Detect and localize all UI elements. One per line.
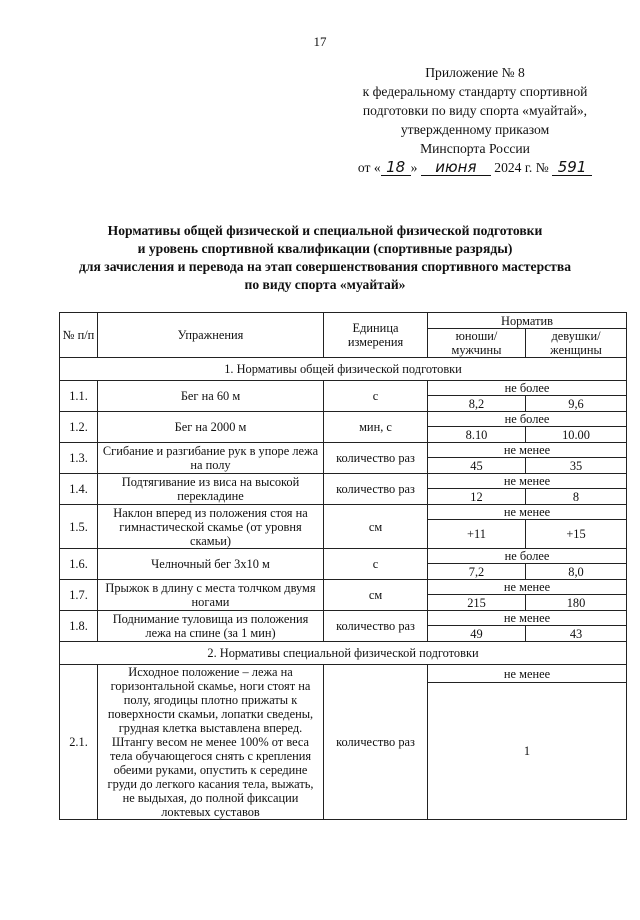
row-unit: с — [324, 549, 428, 580]
row-female-value: 43 — [526, 626, 627, 642]
section-title: 2. Нормативы специальной физической подготовки — [60, 642, 627, 665]
order-date-line — [330, 158, 620, 177]
row-num: 2.1. — [60, 665, 98, 820]
row-condition: не менее — [428, 505, 627, 520]
date-prefix: от « — [357, 160, 381, 175]
row-exercise: Бег на 2000 м — [98, 412, 324, 443]
row-unit: см — [324, 580, 428, 611]
document-title — [40, 222, 610, 294]
row-num: 1.5. — [60, 505, 98, 549]
header-male: юноши/ мужчины — [428, 329, 526, 358]
order-year: 2024 г. № — [494, 160, 549, 175]
row-male-value: 49 — [428, 626, 526, 642]
row-female-value: +15 — [526, 520, 627, 549]
appendix-line: утвержденному приказом — [400, 122, 550, 137]
row-condition: не менее — [428, 611, 627, 626]
norms-table — [59, 312, 627, 820]
row-male-value: 7,2 — [428, 564, 526, 580]
row-unit: количество раз — [324, 665, 428, 820]
row-condition: не более — [428, 381, 627, 396]
row-female-value: 10.00 — [526, 427, 627, 443]
section-title: 1. Нормативы общей физической подготовки — [60, 358, 627, 381]
row-male-value: 45 — [428, 458, 526, 474]
row-condition: не менее — [428, 474, 627, 489]
row-exercise: Прыжок в длину с места толчком двумя ногами — [98, 580, 324, 611]
page-number: 17 — [313, 34, 327, 49]
header-female: девушки/ женщины — [526, 329, 627, 358]
header-num: № п/п — [60, 313, 98, 358]
row-condition: не менее — [428, 580, 627, 595]
appendix-line: подготовки по виду спорта «муайтай», — [362, 103, 588, 118]
row-male-value: 8,2 — [428, 396, 526, 412]
row-unit: количество раз — [324, 474, 428, 505]
row-num: 1.1. — [60, 381, 98, 412]
row-num: 1.4. — [60, 474, 98, 505]
row-exercise: Подтягивание из виса на высокой перекладине — [98, 474, 324, 505]
appendix-line: Приложение № 8 — [425, 65, 525, 80]
row-unit: количество раз — [324, 443, 428, 474]
title-line: по виду спорта «муайтай» — [244, 277, 406, 292]
row-unit: мин, с — [324, 412, 428, 443]
row-exercise: Поднимание туловища из положения лежа на спине (за 1 мин) — [98, 611, 324, 642]
row-num: 1.7. — [60, 580, 98, 611]
appendix-line: к федеральному стандарту спортивной — [362, 84, 588, 99]
order-month: июня — [421, 160, 491, 176]
appendix-line: Минспорта России — [420, 141, 530, 156]
order-number: 591 — [552, 160, 592, 176]
row-num: 1.8. — [60, 611, 98, 642]
row-exercise: Исходное положение – лежа на горизонтальной скамье, ноги стоят на полу, ягодицы плотно прижаты к поверхности скамьи, лопатки сведены, грудная клетка выставлена вперед. Штангу весом не менее 100% от веса тела обучающегося снять с крепления обеими руками, опустить к середине груди до легкого касания тела, выжать, не выдыхая, до полной фиксации локтевых суставов — [98, 665, 324, 820]
row-condition: не более — [428, 549, 627, 564]
title-line: и уровень спортивной квалификации (спортивные разряды) — [137, 241, 513, 256]
row-num: 1.6. — [60, 549, 98, 580]
header-unit: Единица измерения — [324, 313, 428, 358]
row-exercise: Челночный бег 3x10 м — [98, 549, 324, 580]
row-male-value: 215 — [428, 595, 526, 611]
row-condition: не менее — [428, 443, 627, 458]
row-condition: не менее — [428, 665, 627, 683]
row-value: 1 — [428, 683, 627, 820]
row-unit: см — [324, 505, 428, 549]
row-female-value: 8 — [526, 489, 627, 505]
title-line: для зачисления и перевода на этап совершенствования спортивного мастерства — [78, 259, 571, 274]
row-unit: количество раз — [324, 611, 428, 642]
row-exercise: Бег на 60 м — [98, 381, 324, 412]
appendix-header — [330, 63, 620, 177]
title-line: Нормативы общей физической и специальной физической подготовки — [107, 223, 543, 238]
header-exercise: Упражнения — [98, 313, 324, 358]
date-mid: » — [410, 160, 418, 175]
row-male-value: +11 — [428, 520, 526, 549]
row-exercise: Наклон вперед из положения стоя на гимнастической скамье (от уровня скамьи) — [98, 505, 324, 549]
row-female-value: 8,0 — [526, 564, 627, 580]
order-day: 18 — [381, 160, 411, 176]
row-exercise: Сгибание и разгибание рук в упоре лежа на полу — [98, 443, 324, 474]
row-female-value: 9,6 — [526, 396, 627, 412]
row-female-value: 35 — [526, 458, 627, 474]
row-num: 1.2. — [60, 412, 98, 443]
row-unit: с — [324, 381, 428, 412]
row-female-value: 180 — [526, 595, 627, 611]
row-condition: не более — [428, 412, 627, 427]
row-male-value: 12 — [428, 489, 526, 505]
row-male-value: 8.10 — [428, 427, 526, 443]
row-num: 1.3. — [60, 443, 98, 474]
header-norm: Норматив — [428, 313, 627, 329]
